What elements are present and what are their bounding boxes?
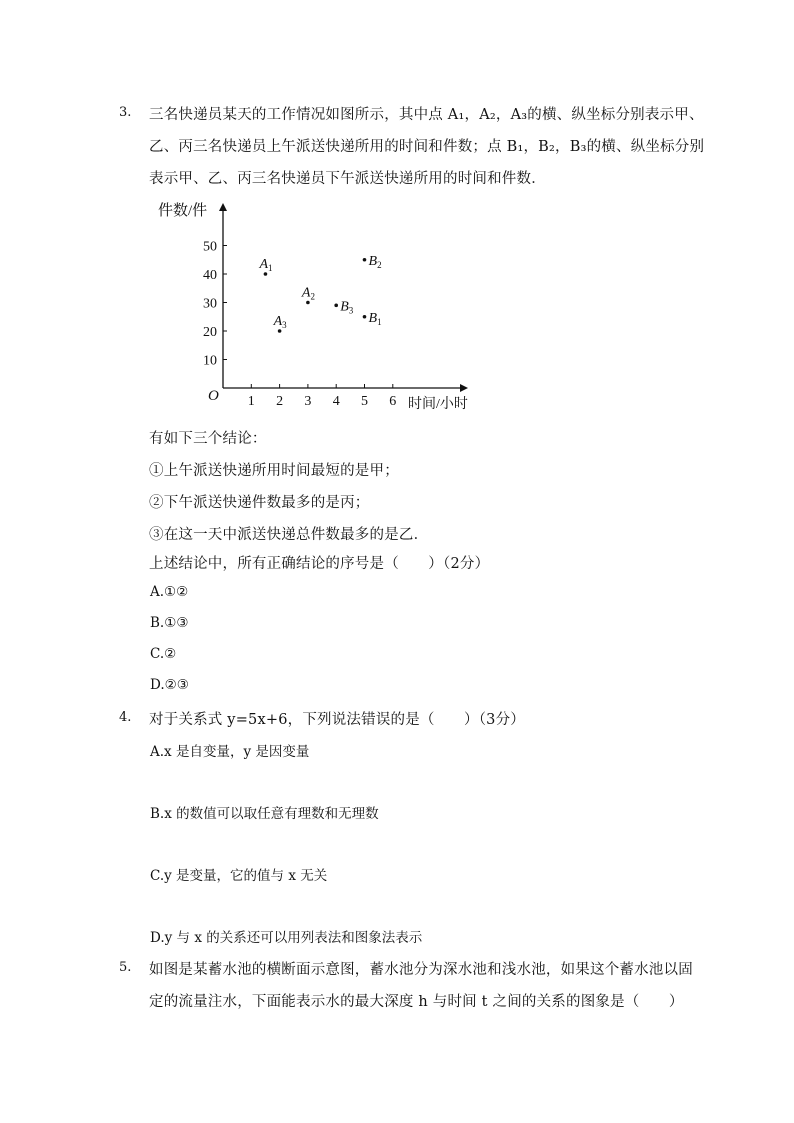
point-label: $A_1$ xyxy=(259,257,273,273)
point-label-subscript: 2 xyxy=(377,259,382,270)
x-axis-label: 时间/小时 xyxy=(408,397,468,412)
data-point xyxy=(278,329,282,333)
scatter-chart xyxy=(150,195,480,420)
option-a[interactable]: A.x 是自变量，y 是因变量 xyxy=(150,744,310,760)
y-tick-label: 50 xyxy=(203,239,217,255)
data-point xyxy=(363,315,367,319)
chart-ticks xyxy=(203,240,396,410)
x-tick-label: 4 xyxy=(332,394,340,409)
x-tick-label: 3 xyxy=(304,394,312,409)
option-a[interactable]: A.①② xyxy=(150,584,189,600)
y-tick-label: 30 xyxy=(203,296,217,312)
question-text-line: 如图是某蓄水池的横断面示意图，蓄水池分为深水池和浅水池，如果这个蓄水池以固 xyxy=(149,962,693,978)
point-label: $B_1$ xyxy=(368,310,382,327)
option-c[interactable]: C.② xyxy=(150,646,177,662)
y-tick-label: 40 xyxy=(203,268,217,283)
origin-label: O xyxy=(208,388,219,404)
question-number: 5. xyxy=(119,960,132,975)
point-label: $B_2$ xyxy=(368,253,382,270)
point-label-subscript: 3 xyxy=(282,320,287,330)
x-tick-label: 2 xyxy=(276,394,284,409)
point-label: $A_2$ xyxy=(301,285,315,302)
x-tick-label: 6 xyxy=(389,394,397,409)
question-text-line: 三名快递员某天的工作情况如图所示，其中点 A₁，A₂，A₃的横、纵坐标分别表示甲、 xyxy=(149,107,704,123)
y-tick-label: 10 xyxy=(203,353,217,369)
question-text-line: 定的流量注水，下面能表示水的最大深度 h 与时间 t 之间的关系的图象是（ ） xyxy=(149,994,684,1010)
option-d[interactable]: D.②③ xyxy=(150,677,189,693)
question-prompt: 上述结论中，所有正确结论的序号是（ ）（2分） xyxy=(149,556,490,572)
data-point xyxy=(306,301,310,305)
x-tick-label: 5 xyxy=(361,394,368,409)
conclusion-item: ③在这一天中派送快递总件数最多的是乙． xyxy=(149,527,429,543)
question-number: 4. xyxy=(119,710,132,725)
conclusion-item: ①上午派送快递所用时间最短的是甲； xyxy=(149,463,399,479)
point-label-subscript: 2 xyxy=(310,291,315,302)
conclusion-item: ②下午派送快递件数最多的是丙； xyxy=(149,495,370,511)
data-point xyxy=(363,258,367,262)
question-text-line: 表示甲、乙、丙三名快递员下午派送快递所用的时间和件数． xyxy=(149,171,546,187)
question-text-line: 乙、丙三名快递员上午派送快递所用的时间和件数；点 B₁，B₂，B₃的横、纵坐标分别 xyxy=(149,139,705,155)
point-label: $B_3$ xyxy=(340,299,354,316)
conclusions-intro: 有如下三个结论： xyxy=(149,431,267,447)
point-label-subscript: 3 xyxy=(348,305,354,316)
chart-points xyxy=(258,254,381,333)
y-tick-label: 20 xyxy=(203,325,217,340)
point-label-subscript: 1 xyxy=(268,263,273,273)
option-d[interactable]: D.y 与 x 的关系还可以用列表法和图象法表示 xyxy=(150,930,423,946)
data-point xyxy=(334,304,338,308)
y-axis-label: 件数/件 xyxy=(158,203,208,219)
data-point xyxy=(264,272,268,276)
option-c[interactable]: C.y 是变量，它的值与 x 无关 xyxy=(150,868,328,884)
x-axis-arrow xyxy=(460,384,468,392)
option-b[interactable]: B.①③ xyxy=(150,615,189,631)
x-tick-label: 1 xyxy=(247,394,255,409)
question-number: 3. xyxy=(119,105,132,120)
option-b[interactable]: B.x 的数值可以取任意有理数和无理数 xyxy=(150,806,379,822)
point-label: $A_3$ xyxy=(273,314,287,330)
point-label-subscript: 1 xyxy=(377,316,382,327)
question-text-line: 对于关系式 y=5x+6，下列说法错误的是（ ）（3分） xyxy=(149,712,526,728)
y-axis-arrow xyxy=(219,203,227,211)
